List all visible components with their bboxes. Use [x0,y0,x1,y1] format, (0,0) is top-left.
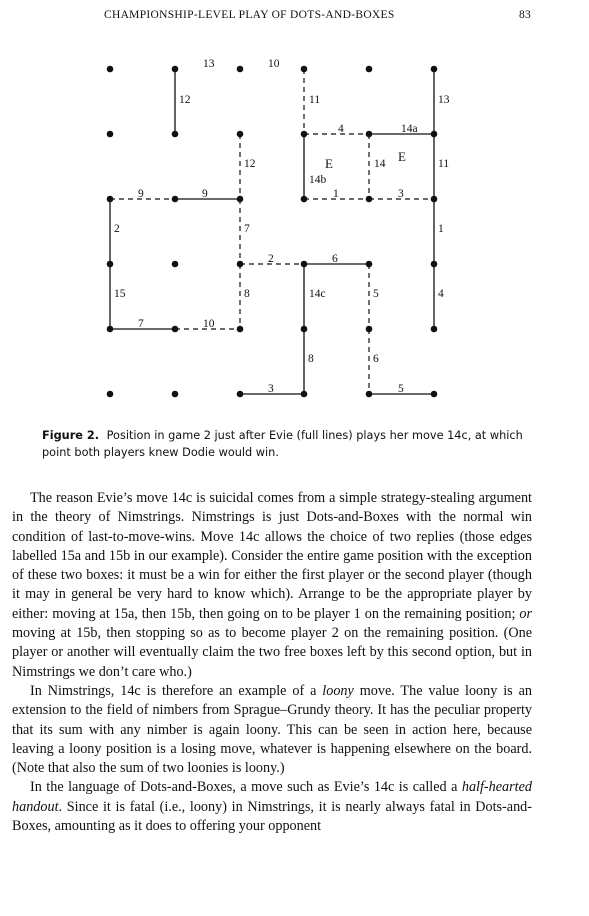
grid-dot [301,261,308,268]
grid-dot [366,326,373,333]
label-6-bottom: 6 [373,353,379,365]
p3-emphasis-term: half-hearted handout [12,779,532,815]
grid-dot [107,196,114,203]
grid-dot [431,131,438,138]
p1-text-b: moving at 15b, then stopping so as to become player 2 on the remaining position. (One player or another will eventually claim the two free boxes left by this second option, but in Nimstrings we don’t care who.) [12,625,532,680]
label-13-right: 13 [438,94,450,106]
grid-dot [107,66,114,73]
label-12-top: 12 [179,94,191,106]
label-4-top: 4 [338,123,344,135]
p3-text-a: In the language of Dots-and-Boxes, a move such as Evie’s 14c is called a [30,779,462,796]
grid-dot [431,66,438,73]
label-E-left: E [325,156,333,171]
edge-labels [114,58,450,395]
p2-text-b: move. The value loony is an extension to the field of nimbers from Sprague–Grundy theory. It has the peculiar property that its sum with any nimber is again loony. This can be seen in action here, because leaving a loony position is a losing move, whatever is happening elsewhere on the board. (Note that also the sum of two loonies is loony.) [12,682,532,777]
label-7-bottom: 7 [138,318,144,330]
grid-dot [237,66,244,73]
grid-dot [237,326,244,333]
grid-dot [366,66,373,73]
grid-dot [237,131,244,138]
label-E-right: E [398,149,406,164]
label-12-mid: 12 [244,158,256,170]
label-10-top: 10 [268,58,280,70]
body-text [12,489,532,836]
grid-dot [107,391,114,398]
label-3-mid: 3 [398,188,404,200]
figure-caption [42,427,542,461]
grid-dot [301,66,308,73]
label-3-bottom: 3 [268,383,274,395]
grid-dot [431,391,438,398]
grid-dot [366,391,373,398]
dots-and-boxes-figure [0,0,589,420]
p1-emphasis-or: or [519,605,532,622]
grid-dot [301,196,308,203]
grid-dot [107,261,114,268]
label-2-mid: 2 [268,253,274,265]
grid-dot [366,131,373,138]
label-14a: 14a [401,123,418,135]
grid-dot [237,391,244,398]
grid-dot [237,196,244,203]
paragraph-3 [12,778,532,836]
dashed-lines [110,69,434,394]
label-8-bottom: 8 [308,353,314,365]
grid-dot [172,196,179,203]
p2-emphasis-loony: loony [322,682,354,699]
label-6-top: 6 [332,253,338,265]
paragraph-1 [12,489,532,682]
grid-dot [301,391,308,398]
grid-dot [366,196,373,203]
label-10-bottom: 10 [203,318,215,330]
label-1-right: 1 [438,223,444,235]
label-14b: 14b [309,174,327,186]
grid-dot [172,391,179,398]
page-number: 83 [519,9,532,21]
grid-dot [172,261,179,268]
running-title: CHAMPIONSHIP-LEVEL PLAY OF DOTS-AND-BOXES [104,9,395,21]
label-15: 15 [114,288,126,300]
grid-dot [301,326,308,333]
label-14c: 14c [309,288,326,300]
grid-dot [431,326,438,333]
label-14: 14 [374,158,386,170]
grid-dot [107,326,114,333]
label-9-left: 9 [138,188,144,200]
label-4-right: 4 [438,288,444,300]
label-2-left: 2 [114,223,120,235]
p3-text-b: . Since it is fatal (i.e., loony) in Nimstrings, it is nearly always fatal in Dots-and-Boxes, amounting as it does to offering your opponent [12,798,532,835]
caption-text: Position in game 2 just after Evie (full lines) plays her move 14c, at which point both players knew Dodie would win. [42,429,523,459]
caption-label: Figure 2. [42,429,100,442]
label-11-right: 11 [438,158,450,170]
label-5-bottom: 5 [398,383,404,395]
grid-dot [431,196,438,203]
label-1-mid: 1 [333,188,339,200]
grid-dot [301,131,308,138]
label-13-top: 13 [203,58,215,70]
grid-dot [366,261,373,268]
paragraph-2 [12,682,532,778]
label-9-right: 9 [202,188,208,200]
grid-dot [172,66,179,73]
label-8-mid: 8 [244,288,250,300]
grid-dot [431,261,438,268]
grid-dot [172,131,179,138]
grid-dot [107,131,114,138]
dot-grid [107,66,438,398]
label-7-mid: 7 [244,223,250,235]
full-lines [110,69,434,394]
label-5-mid: 5 [373,288,379,300]
p1-text-a: The reason Evie’s move 14c is suicidal comes from a simple strategy-stealing argument in the theory of Nimstrings. Nimstrings is just Dots-and-Boxes with the normal win condition of last-to-move-wins. Move 14c allows the choice of two replies (those edges labelled 15a and 15b in our example). Consider the entire game position with the exception of these two boxes: it must be a win for either the first player or the second player (though it may in general be very hard to know which). Arrange to be the appropriate player by either: moving at 15a, then 15b, then going on to be player 1 on the remaining position; [12,490,532,622]
p2-text-a: In Nimstrings, 14c is therefore an example of a [30,682,323,699]
grid-dot [237,261,244,268]
grid-dot [172,326,179,333]
label-11-top: 11 [309,94,321,106]
